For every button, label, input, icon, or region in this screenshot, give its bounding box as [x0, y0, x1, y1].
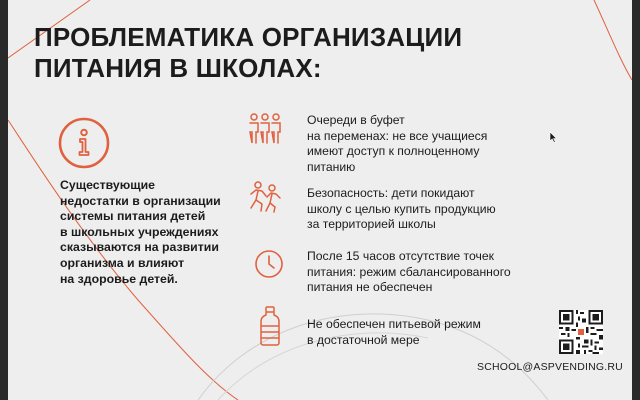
lead-line: недостатки в организации	[60, 193, 221, 208]
issue-line: Очереди в буфет	[307, 113, 405, 127]
issue-line: питания: режим сбалансированного	[307, 264, 511, 279]
info-circle-icon	[57, 116, 111, 170]
issue-queues	[307, 113, 537, 175]
issue-line: После 15 часов отсутствие точек	[307, 249, 494, 263]
issue-line: питания не обеспечен	[307, 280, 433, 295]
issue-line: за территорией школы	[307, 217, 436, 232]
qr-code-icon	[559, 310, 603, 354]
issue-after-hours	[307, 249, 537, 296]
issue-line: школу с целью купить продукцию	[307, 201, 496, 216]
slide-title	[34, 22, 462, 84]
water-bottle-icon	[258, 306, 282, 346]
lead-line: сказываются на развитии	[60, 240, 219, 255]
clock-icon	[253, 248, 285, 280]
issue-safety	[307, 186, 537, 233]
issue-line: Не обеспечен питьевой режим	[307, 317, 481, 331]
lead-line: на здоровье детей.	[60, 271, 178, 286]
lead-line: Существующие	[60, 178, 156, 192]
lead-line: системы питания детей	[60, 209, 206, 224]
contact-email[interactable]: SCHOOL@ASPVENDING.RU	[477, 361, 623, 373]
lead-line: в школьных учреждениях	[60, 224, 219, 239]
issue-line: имеют доступ к полноценному	[307, 144, 480, 159]
queue-people-icon	[248, 112, 282, 146]
lead-paragraph	[60, 178, 250, 287]
issue-drinking	[307, 317, 537, 348]
issue-line: на переменах: не все учащиеся	[307, 128, 488, 143]
issue-line: в достаточной мере	[307, 332, 420, 347]
title-line-1: ПРОБЛЕМАТИКА ОРГАНИЗАЦИИ	[34, 22, 463, 52]
mouse-cursor-icon	[549, 131, 557, 143]
running-children-icon	[248, 180, 282, 214]
issue-line: питанию	[307, 159, 356, 174]
issue-line: Безопасность: дети покидают	[307, 186, 475, 200]
lead-line: организма и влияют	[60, 255, 185, 270]
title-line-2: ПИТАНИЯ В ШКОЛАХ:	[34, 53, 322, 83]
presentation-slide	[8, 0, 632, 400]
